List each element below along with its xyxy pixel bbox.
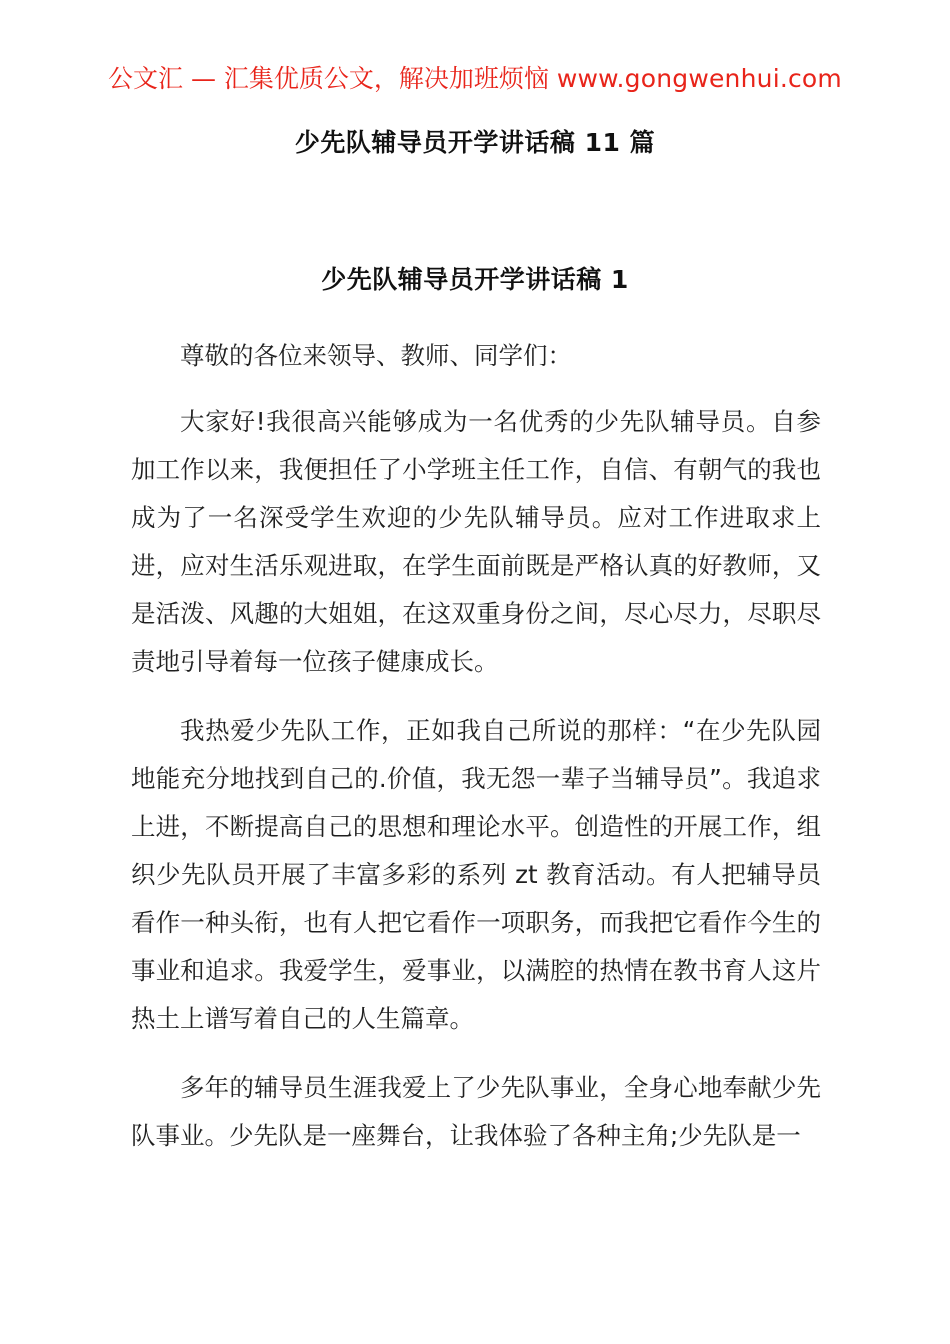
paragraph-2: 我热爱少先队工作，正如我自己所说的那样：“在少先队园地能充分地找到自己的.价值，我无怨一辈子当辅导员”。我追求上进，不断提高自己的思想和理论水平。创造性的开展工作，组织少先队员开展了丰富多彩的系列 zt 教育活动。有人把辅导员看作一种头衔，也有人把它看作一项职务，而我把它看作今生的事业和追求。我爱学生，爱事业，以满腔的热情在教书育人这片热土上谱写着自己的人生篇章。 <box>131 716 821 1033</box>
paragraph-salutation: 尊敬的各位来领导、教师、同学们： <box>180 341 572 370</box>
section-heading: 少先队辅导员开学讲话稿 1 <box>321 265 629 294</box>
watermark-text-cn: 公文汇 — 汇集优质公文，解决加班烦恼 <box>108 64 549 93</box>
watermark-header <box>0 62 950 96</box>
paragraph-3: 多年的辅导员生涯我爱上了少先队事业，全身心地奉献少先队事业。少先队是一座舞台，让我体验了各种主角;少先队是一 <box>131 1073 821 1150</box>
body-text <box>131 332 821 1160</box>
watermark-url: www.gongwenhui.com <box>556 64 842 93</box>
paragraph-1: 大家好!我很高兴能够成为一名优秀的少先队辅导员。自参加工作以来，我便担任了小学班主任工作，自信、有朝气的我也成为了一名深受学生欢迎的少先队辅导员。应对工作进取求上进，应对生活乐观进取，在学生面前既是严格认真的好教师，又是活泼、风趣的大姐姐，在这双重身份之间，尽心尽力，尽职尽责地引导着每一位孩子健康成长。 <box>131 407 821 676</box>
document-title: 少先队辅导员开学讲话稿 11 篇 <box>294 128 656 157</box>
